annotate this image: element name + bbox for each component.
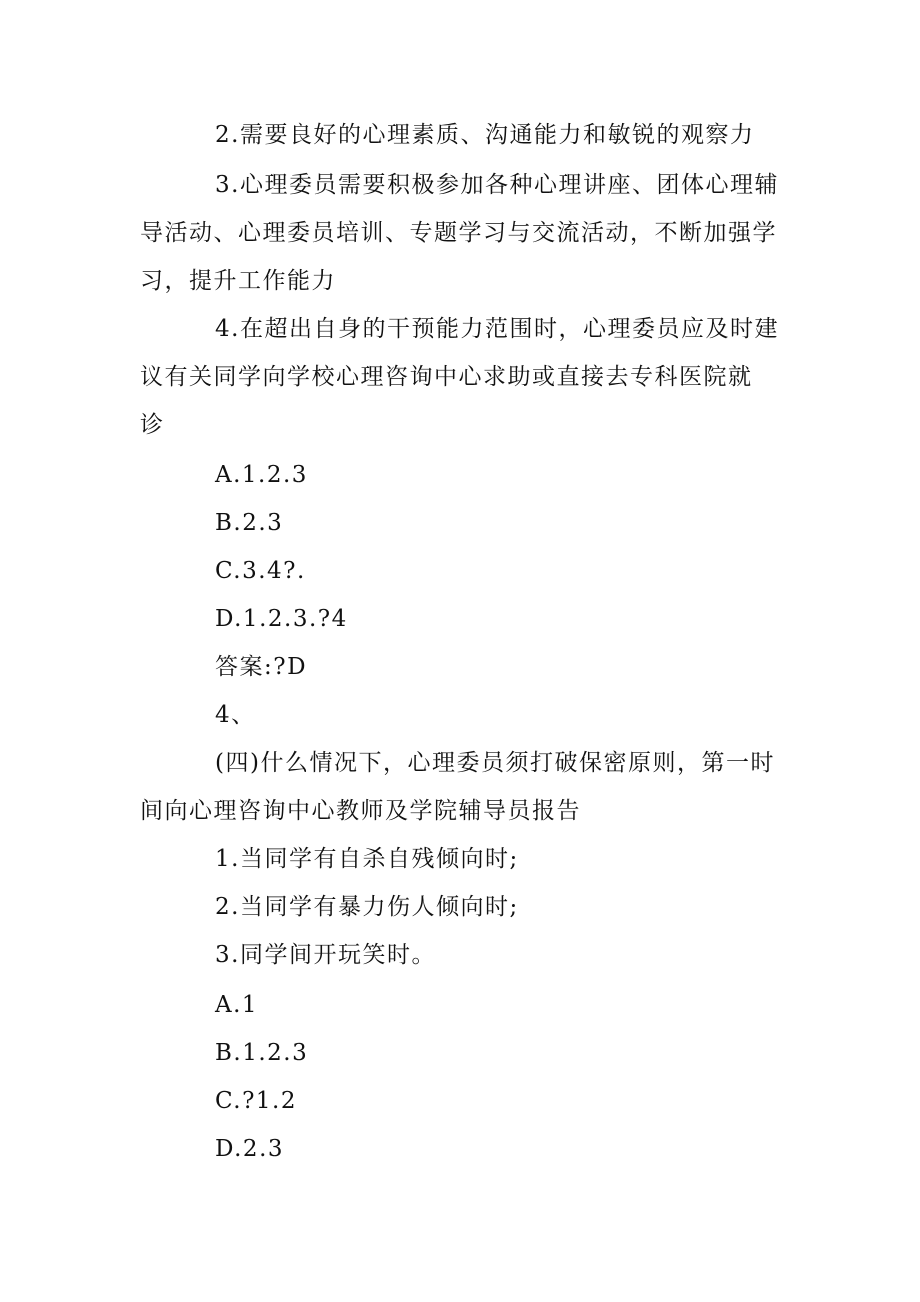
q4-option-c: C.?1.2 <box>215 1088 297 1114</box>
q4-option-b: B.1.2.3 <box>215 1040 309 1066</box>
q4-stem-line1: (四)什么情况下，心理委员须打破保密原则，第一时 <box>215 750 775 776</box>
q3-item-3-line2: 导活动、心理委员培训、专题学习与交流活动，不断加强学 <box>140 220 777 246</box>
q3-item-4-line3: 诊 <box>140 412 165 438</box>
q3-item-3-line1: 3.心理委员需要积极参加各种心理讲座、团体心理辅 <box>215 172 779 198</box>
q4-option-d: D.2.3 <box>215 1136 285 1162</box>
q3-item-4-line2: 议有关同学向学校心理咨询中心求助或直接去专科医院就 <box>140 364 753 390</box>
q3-item-3-line3: 习，提升工作能力 <box>140 268 336 294</box>
q3-option-b: B.2.3 <box>215 510 284 536</box>
q4-option-a: A.1 <box>215 992 259 1018</box>
q4-item-3: 3.同学间开玩笑时。 <box>215 942 436 968</box>
q4-item-1: 1.当同学有自杀自残倾向时; <box>215 846 519 872</box>
q4-item-2: 2.当同学有暴力伤人倾向时; <box>215 894 519 920</box>
q3-answer: 答案:?D <box>215 654 308 680</box>
q3-item-2: 2.需要良好的心理素质、沟通能力和敏锐的观察力 <box>215 122 755 148</box>
q3-item-4-line1: 4.在超出自身的干预能力范围时，心理委员应及时建 <box>215 316 779 342</box>
q3-option-c: C.3.4?. <box>215 558 306 584</box>
q4-stem-line2: 间向心理咨询中心教师及学院辅导员报告 <box>140 798 581 824</box>
q3-option-a: A.1.2.3 <box>215 462 308 488</box>
q3-option-d: D.1.2.3.?4 <box>215 606 348 632</box>
q4-number: 4、 <box>215 702 256 728</box>
